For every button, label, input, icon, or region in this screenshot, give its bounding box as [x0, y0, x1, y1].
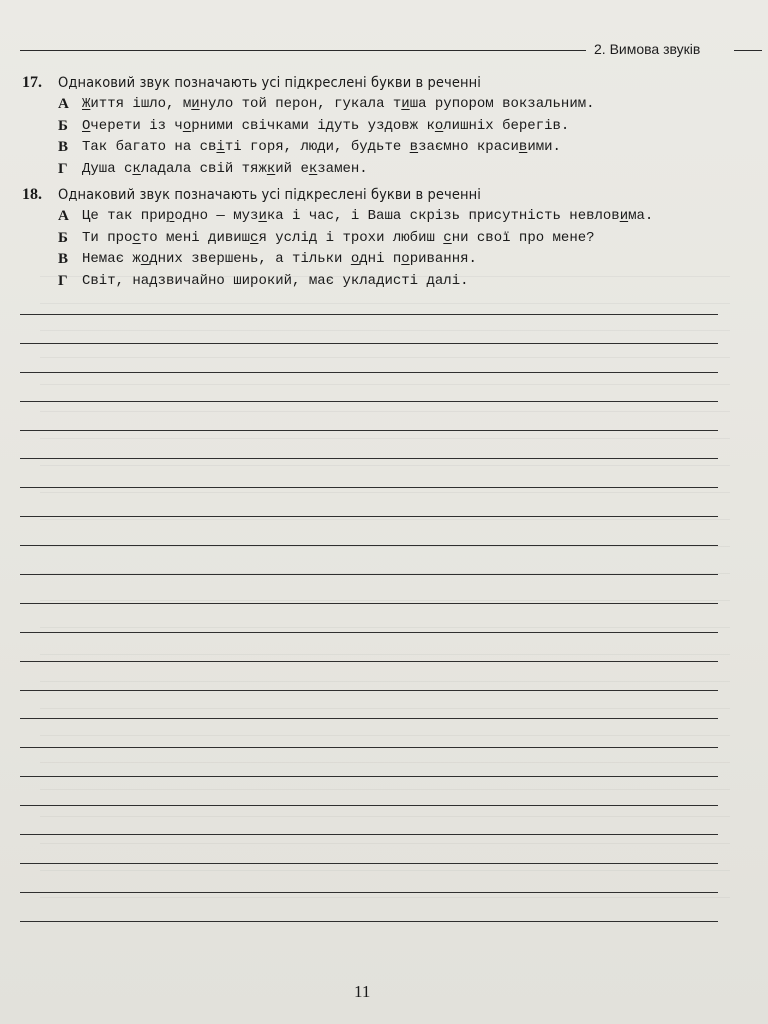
answer-line[interactable]	[20, 344, 718, 373]
text-fragment: Світ, на	[82, 272, 150, 289]
answer-line[interactable]	[20, 575, 718, 604]
underlined-letter: р	[166, 208, 175, 224]
text-fragment: черети із ч	[90, 117, 183, 134]
text-fragment: ни свої про мене?	[451, 229, 595, 246]
text-fragment: ими.	[527, 139, 561, 155]
option-text	[82, 118, 569, 134]
underlined-letter: о	[434, 117, 444, 134]
answer-option	[22, 118, 742, 140]
text-fragment: ривання.	[409, 251, 477, 267]
page-number: 11	[354, 982, 371, 1001]
text-fragment: исті	[384, 272, 427, 289]
answer-line[interactable]	[20, 315, 718, 344]
underlined-letter: О	[82, 117, 91, 134]
text-fragment: рними свічками ідуть уздовж к	[191, 117, 435, 134]
task-number: 18.	[22, 186, 42, 203]
underlined-letter: к	[266, 160, 276, 177]
underlined-letter: к	[308, 160, 318, 177]
answer-line[interactable]	[20, 488, 718, 517]
option-text	[82, 273, 469, 289]
option-letter: А	[58, 96, 69, 112]
answer-line[interactable]	[20, 691, 718, 720]
answer-line[interactable]	[20, 748, 718, 777]
text-fragment: Це так при	[82, 208, 167, 224]
task-17	[22, 74, 742, 182]
answer-option	[22, 96, 742, 118]
underlined-letter: с	[250, 229, 259, 246]
underlined-letter: д	[149, 272, 158, 289]
header-rule-right	[734, 50, 762, 51]
underlined-letter: и	[619, 208, 629, 224]
option-text	[82, 251, 477, 267]
option-letter: А	[58, 208, 69, 224]
answer-line[interactable]	[20, 459, 718, 488]
option-letter: Г	[58, 160, 68, 177]
option-letter: Г	[58, 272, 68, 289]
text-fragment: ий е	[275, 160, 309, 177]
answer-option	[22, 139, 742, 161]
underlined-letter: д	[376, 272, 385, 289]
option-letter: Б	[58, 229, 68, 246]
text-fragment: лишніх берегів.	[443, 117, 570, 134]
text-fragment: иття ішло, м	[90, 96, 192, 112]
text-fragment: нуло той перон, гукала т	[199, 96, 402, 112]
text-fragment: алі.	[434, 272, 469, 289]
option-letter: В	[58, 139, 69, 155]
header-rule-left	[20, 50, 586, 51]
answer-option	[22, 161, 742, 183]
answer-line[interactable]	[20, 604, 718, 633]
text-fragment: Ти про	[82, 229, 133, 246]
answer-line[interactable]	[20, 402, 718, 431]
underlined-letter: Ж	[82, 96, 91, 112]
answer-option	[22, 230, 742, 252]
text-fragment: ша рупором вокзальним.	[409, 96, 595, 112]
answer-line[interactable]	[20, 546, 718, 575]
task-question: Однаковий звук позначають усі підкреслені букви в реченні	[58, 187, 481, 203]
answer-line[interactable]	[20, 373, 718, 402]
option-text	[82, 208, 653, 224]
underlined-letter: о	[401, 251, 410, 267]
underlined-letter: о	[140, 251, 150, 267]
underlined-letter: с	[132, 229, 141, 246]
answer-line[interactable]	[20, 517, 718, 546]
text-fragment: я услід і трохи любиш	[258, 229, 444, 246]
text-fragment: Так багато на св	[82, 139, 217, 155]
task-question: Однаковий звук позначають усі підкреслені букви в реченні	[58, 75, 481, 91]
text-fragment: Душа с	[82, 160, 133, 177]
answer-line[interactable]	[20, 633, 718, 662]
underlined-letter: і	[216, 139, 225, 155]
text-fragment: замен.	[317, 160, 368, 177]
answer-option	[22, 251, 742, 273]
text-fragment: то мені дивиш	[140, 229, 251, 246]
answer-line[interactable]	[20, 864, 718, 893]
text-fragment: дних звершень, а тільки	[149, 251, 351, 267]
running-header	[20, 40, 762, 60]
underlined-letter: и	[258, 208, 267, 224]
underlined-letter: к	[132, 160, 141, 177]
text-fragment: дні п	[359, 251, 402, 267]
underlined-letter: о	[182, 117, 192, 134]
answer-option	[22, 273, 742, 295]
answer-line[interactable]	[20, 777, 718, 806]
underlined-letter: в	[518, 139, 528, 155]
underlined-letter: и	[191, 96, 200, 112]
option-text	[82, 230, 595, 246]
underlined-letter: с	[443, 229, 452, 246]
text-fragment: ті горя, люди, будьте	[224, 139, 410, 155]
answer-line[interactable]	[20, 719, 718, 748]
underlined-letter: о	[350, 251, 360, 267]
text-fragment: Немає ж	[82, 251, 141, 267]
option-letter: Б	[58, 117, 68, 134]
answer-option	[22, 208, 742, 230]
text-fragment: заємно краси	[418, 139, 519, 155]
text-fragment: ма.	[628, 208, 654, 224]
answer-line[interactable]	[20, 893, 718, 922]
underlined-letter: д	[426, 272, 435, 289]
option-text	[82, 139, 561, 155]
text-fragment: звичайно широкий, має укла	[157, 272, 377, 289]
task-18	[22, 186, 742, 294]
option-text	[82, 96, 595, 112]
text-fragment: ладала свій тяж	[140, 160, 267, 177]
answer-line[interactable]	[20, 806, 718, 835]
answer-line[interactable]	[20, 431, 718, 460]
answer-line[interactable]	[20, 835, 718, 864]
text-fragment: ка і час, і Ваша скрізь присутність невлов	[266, 208, 620, 224]
underlined-letter: и	[401, 96, 410, 112]
underlined-letter: в	[409, 139, 419, 155]
answer-line[interactable]	[20, 662, 718, 691]
text-fragment: одно — муз	[174, 208, 259, 224]
task-number: 17.	[22, 74, 42, 91]
answer-lines[interactable]	[20, 314, 718, 922]
option-text	[82, 161, 368, 177]
section-title: 2. Вимова звуків	[594, 41, 701, 57]
option-letter: В	[58, 251, 69, 267]
